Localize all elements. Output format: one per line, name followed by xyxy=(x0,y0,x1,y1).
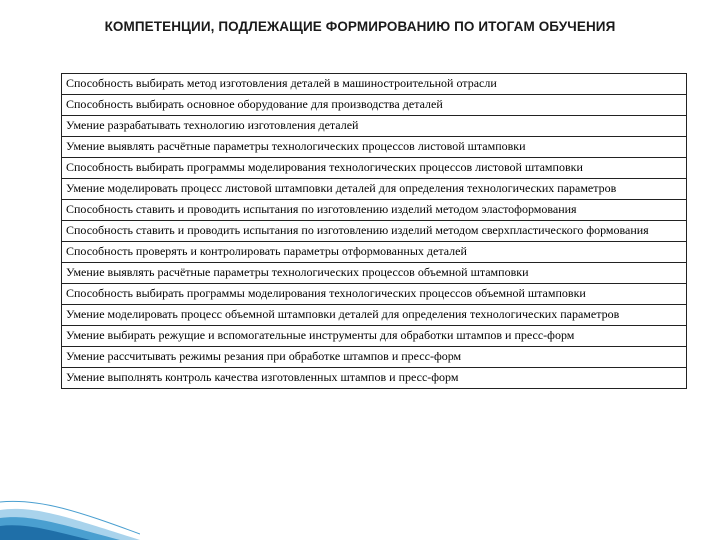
table-row xyxy=(62,74,687,95)
table-row xyxy=(62,305,687,326)
corner-wave-decoration xyxy=(0,450,140,540)
competency-cell: Способность выбирать программы моделирования технологических процессов листовой штамповки xyxy=(62,158,687,179)
competency-cell: Способность выбирать программы моделирования технологических процессов объемной штамповки xyxy=(62,284,687,305)
competency-cell: Умение рассчитывать режимы резания при обработке штампов и пресс-форм xyxy=(62,347,687,368)
table-row xyxy=(62,284,687,305)
table-row xyxy=(62,158,687,179)
table-row xyxy=(62,137,687,158)
table-row xyxy=(62,221,687,242)
table-row xyxy=(62,116,687,137)
page-title: КОМПЕТЕНЦИИ, ПОДЛЕЖАЩИЕ ФОРМИРОВАНИЮ ПО ИТОГАМ ОБУЧЕНИЯ xyxy=(104,19,616,34)
table-row xyxy=(62,95,687,116)
competency-cell: Умение разрабатывать технологию изготовления деталей xyxy=(62,116,687,137)
table-row xyxy=(62,242,687,263)
competency-cell: Способность ставить и проводить испытания по изготовлению изделий методом эластоформования xyxy=(62,200,687,221)
competency-cell: Умение моделировать процесс листовой штамповки деталей для определения технологических параметров xyxy=(62,179,687,200)
table-row xyxy=(62,263,687,284)
table-row xyxy=(62,179,687,200)
table-row xyxy=(62,200,687,221)
competency-cell: Способность выбирать метод изготовления деталей в машиностроительной отрасли xyxy=(62,74,687,95)
competency-cell: Способность выбирать основное оборудование для производства деталей xyxy=(62,95,687,116)
table-row xyxy=(62,347,687,368)
competency-cell: Умение выбирать режущие и вспомогательные инструменты для обработки штампов и пресс-форм xyxy=(62,326,687,347)
competency-cell: Способность проверять и контролировать параметры отформованных деталей xyxy=(62,242,687,263)
competency-cell: Умение выполнять контроль качества изготовленных штампов и пресс-форм xyxy=(62,368,687,389)
competency-cell: Умение выявлять расчётные параметры технологических процессов объемной штамповки xyxy=(62,263,687,284)
competency-cell: Умение моделировать процесс объемной штамповки деталей для определения технологических параметров xyxy=(62,305,687,326)
competency-cell: Умение выявлять расчётные параметры технологических процессов листовой штамповки xyxy=(62,137,687,158)
table-row xyxy=(62,368,687,389)
competency-cell: Способность ставить и проводить испытания по изготовлению изделий методом сверхпластического формования xyxy=(62,221,687,242)
table-row xyxy=(62,326,687,347)
competencies-table xyxy=(61,73,687,389)
